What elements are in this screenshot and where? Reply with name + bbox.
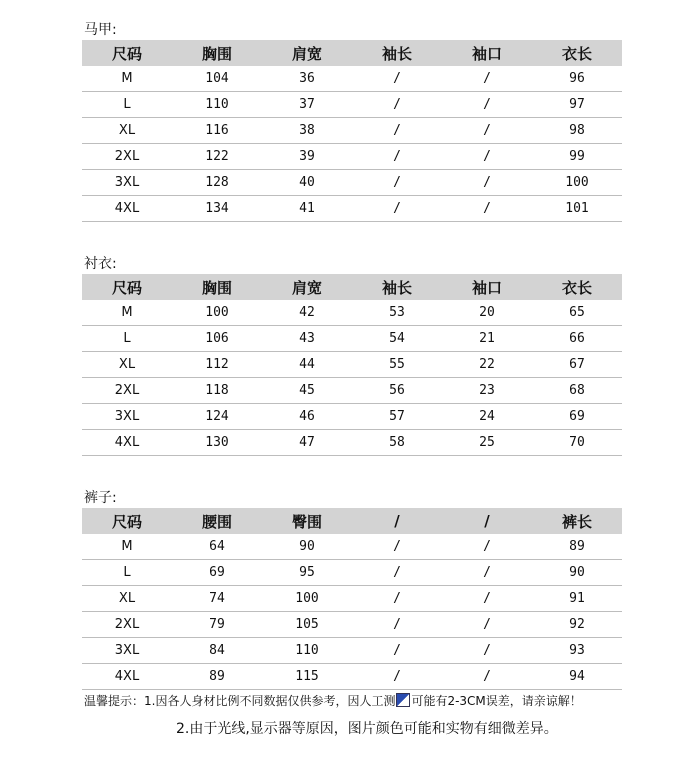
column-header: 袖口: [442, 274, 532, 300]
size-cell: 4XL: [82, 664, 172, 690]
size-cell: 2XL: [82, 144, 172, 170]
table-cell: /: [352, 66, 442, 92]
table-cell: 128: [172, 170, 262, 196]
table-cell: 24: [442, 404, 532, 430]
table-cell: /: [442, 66, 532, 92]
table-cell: 23: [442, 378, 532, 404]
size-cell: 2XL: [82, 612, 172, 638]
table-cell: 98: [532, 118, 622, 144]
table-cell: 101: [532, 196, 622, 222]
column-header: 胸围: [172, 40, 262, 66]
size-cell: L: [82, 92, 172, 118]
table-row: [82, 144, 622, 170]
table-cell: /: [352, 586, 442, 612]
table-row: [82, 300, 622, 326]
size-table: [82, 274, 622, 456]
column-header: 肩宽: [262, 274, 352, 300]
table-cell: 57: [352, 404, 442, 430]
size-table: [82, 508, 622, 690]
table-cell: 110: [262, 638, 352, 664]
table-cell: 64: [172, 534, 262, 560]
section-title: 裤子:: [84, 490, 117, 506]
table-cell: /: [442, 638, 532, 664]
table-cell: /: [442, 196, 532, 222]
table-cell: /: [352, 664, 442, 690]
table-cell: 25: [442, 430, 532, 456]
table-cell: 36: [262, 66, 352, 92]
table-cell: /: [442, 612, 532, 638]
size-cell: 3XL: [82, 170, 172, 196]
size-cell: L: [82, 560, 172, 586]
table-cell: 44: [262, 352, 352, 378]
table-row: [82, 664, 622, 690]
column-header: 裤长: [532, 508, 622, 534]
table-cell: 42: [262, 300, 352, 326]
size-cell: M: [82, 66, 172, 92]
table-cell: 100: [172, 300, 262, 326]
table-cell: 66: [532, 326, 622, 352]
table-cell: 46: [262, 404, 352, 430]
size-cell: XL: [82, 352, 172, 378]
table-cell: 89: [172, 664, 262, 690]
table-header-row: [82, 508, 622, 534]
image-icon: [396, 693, 410, 707]
table-header-row: [82, 274, 622, 300]
table-cell: /: [352, 144, 442, 170]
table-row: [82, 378, 622, 404]
table-row: [82, 586, 622, 612]
table-cell: 112: [172, 352, 262, 378]
table-cell: 22: [442, 352, 532, 378]
table-cell: 110: [172, 92, 262, 118]
size-cell: 2XL: [82, 378, 172, 404]
table-cell: /: [352, 170, 442, 196]
table-cell: 90: [532, 560, 622, 586]
vest-section: [82, 20, 622, 222]
table-cell: /: [442, 534, 532, 560]
table-cell: 106: [172, 326, 262, 352]
table-cell: 38: [262, 118, 352, 144]
column-header: 袖长: [352, 274, 442, 300]
table-cell: 97: [532, 92, 622, 118]
table-header-row: [82, 40, 622, 66]
table-row: [82, 638, 622, 664]
table-cell: 130: [172, 430, 262, 456]
table-cell: 115: [262, 664, 352, 690]
table-cell: 40: [262, 170, 352, 196]
table-cell: 53: [352, 300, 442, 326]
table-cell: 122: [172, 144, 262, 170]
table-cell: /: [442, 586, 532, 612]
table-body: [82, 66, 622, 222]
table-cell: /: [442, 664, 532, 690]
table-row: [82, 118, 622, 144]
table-row: [82, 534, 622, 560]
table-body: [82, 534, 622, 690]
section-title: 衬衣:: [84, 256, 117, 272]
column-header: 肩宽: [262, 40, 352, 66]
table-cell: 55: [352, 352, 442, 378]
table-cell: 70: [532, 430, 622, 456]
column-header: 袖长: [352, 40, 442, 66]
table-cell: /: [352, 118, 442, 144]
column-header: 胸围: [172, 274, 262, 300]
size-table: [82, 40, 622, 222]
table-cell: 95: [262, 560, 352, 586]
tip-text: 温馨提示：1.因各人身材比例不同数据仅供参考，因人工测: [84, 694, 396, 708]
table-cell: 79: [172, 612, 262, 638]
table-cell: 58: [352, 430, 442, 456]
size-cell: M: [82, 300, 172, 326]
column-header: 尺码: [82, 508, 172, 534]
table-cell: /: [442, 92, 532, 118]
column-header: /: [352, 508, 442, 534]
table-cell: /: [352, 92, 442, 118]
size-cell: 3XL: [82, 404, 172, 430]
table-cell: 100: [262, 586, 352, 612]
table-cell: 54: [352, 326, 442, 352]
table-cell: 43: [262, 326, 352, 352]
table-row: [82, 352, 622, 378]
table-cell: /: [352, 196, 442, 222]
tip-line-1: [84, 692, 582, 709]
table-cell: /: [352, 534, 442, 560]
table-cell: 118: [172, 378, 262, 404]
table-row: [82, 326, 622, 352]
column-header: 袖口: [442, 40, 532, 66]
table-cell: 90: [262, 534, 352, 560]
table-cell: 41: [262, 196, 352, 222]
table-cell: 69: [532, 404, 622, 430]
table-row: [82, 612, 622, 638]
table-cell: 116: [172, 118, 262, 144]
table-cell: 104: [172, 66, 262, 92]
tip-text: 可能有2-3CM误差，请亲谅解！: [411, 694, 582, 708]
table-cell: 84: [172, 638, 262, 664]
column-header: 腰围: [172, 508, 262, 534]
table-cell: 21: [442, 326, 532, 352]
table-cell: 96: [532, 66, 622, 92]
column-header: 衣长: [532, 40, 622, 66]
size-cell: 3XL: [82, 638, 172, 664]
table-row: [82, 170, 622, 196]
size-cell: 4XL: [82, 430, 172, 456]
table-row: [82, 404, 622, 430]
table-cell: 134: [172, 196, 262, 222]
table-row: [82, 430, 622, 456]
table-cell: 37: [262, 92, 352, 118]
table-row: [82, 560, 622, 586]
section-title: 马甲:: [84, 22, 117, 38]
table-cell: /: [442, 118, 532, 144]
column-header: /: [442, 508, 532, 534]
table-cell: 92: [532, 612, 622, 638]
table-cell: 105: [262, 612, 352, 638]
shirt-section: [82, 254, 622, 456]
table-cell: 93: [532, 638, 622, 664]
table-cell: /: [442, 170, 532, 196]
column-header: 尺码: [82, 40, 172, 66]
table-cell: 39: [262, 144, 352, 170]
table-cell: 89: [532, 534, 622, 560]
table-row: [82, 92, 622, 118]
table-cell: 45: [262, 378, 352, 404]
table-cell: /: [352, 612, 442, 638]
size-cell: XL: [82, 586, 172, 612]
table-cell: 68: [532, 378, 622, 404]
table-cell: 69: [172, 560, 262, 586]
tip-line-2: 2.由于光线,显示器等原因，图片颜色可能和实物有细微差异。: [176, 721, 558, 737]
table-body: [82, 300, 622, 456]
table-cell: 91: [532, 586, 622, 612]
column-header: 臀围: [262, 508, 352, 534]
size-cell: L: [82, 326, 172, 352]
column-header: 衣长: [532, 274, 622, 300]
table-row: [82, 196, 622, 222]
table-cell: /: [442, 144, 532, 170]
size-cell: M: [82, 534, 172, 560]
size-cell: XL: [82, 118, 172, 144]
column-header: 尺码: [82, 274, 172, 300]
table-cell: 20: [442, 300, 532, 326]
table-cell: /: [352, 560, 442, 586]
table-cell: 67: [532, 352, 622, 378]
table-cell: 94: [532, 664, 622, 690]
table-cell: 100: [532, 170, 622, 196]
table-cell: 124: [172, 404, 262, 430]
table-row: [82, 66, 622, 92]
table-cell: 99: [532, 144, 622, 170]
size-cell: 4XL: [82, 196, 172, 222]
table-cell: /: [352, 638, 442, 664]
table-cell: 74: [172, 586, 262, 612]
table-cell: 47: [262, 430, 352, 456]
table-cell: /: [442, 560, 532, 586]
trousers-section: [82, 488, 622, 690]
table-cell: 65: [532, 300, 622, 326]
table-cell: 56: [352, 378, 442, 404]
